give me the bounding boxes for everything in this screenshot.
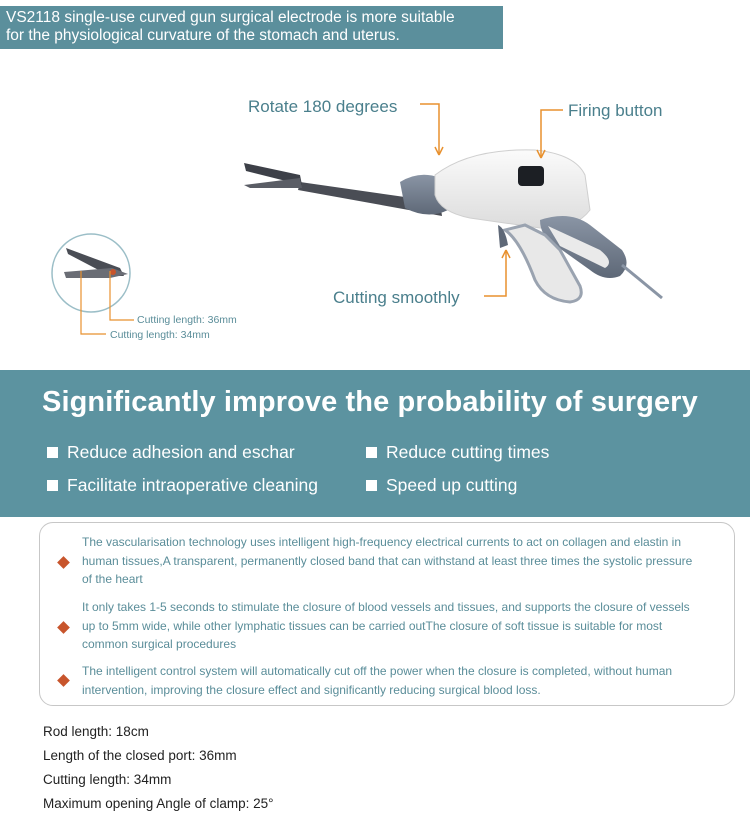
description-text: It only takes 1-5 seconds to stimulate the closure of blood vessels and tissues, and supports the closure of vessels up to 5mm wide, while other lymphatic tissues can be carried outThe closure of soft tissue is suitable for most common surgical procedures [82,600,690,651]
callout-cutting: Cutting smoothly [333,288,460,307]
feature-item-label: Reduce adhesion and eschar [67,442,295,462]
detail-pivot-marker [110,269,116,275]
diamond-bullet-icon [57,556,70,569]
jaw-lower [244,178,302,188]
description-text: The vascularisation technology uses intelligent high-frequency electrical currents to act on collagen and elastin in human tissues,A transparent, permanently closed band that can withstand at least three times the systolic pressure of the heart [82,535,693,586]
power-cable [622,265,662,298]
square-bullet-icon [47,480,58,491]
callout-rotate: Rotate 180 degrees [248,97,398,116]
banner-line-1: VS2118 single-use curved gun surgical electrode is more suitable [6,9,455,26]
feature-title: Significantly improve the probability of surgery [42,386,698,418]
feature-item-label: Reduce cutting times [386,442,550,462]
product-illustration-area [0,50,750,370]
description-box [39,522,735,706]
feature-item [366,475,517,496]
square-bullet-icon [366,480,377,491]
feature-item [47,442,295,463]
firing-button [518,166,544,186]
feature-item-label: Speed up cutting [386,475,518,495]
feature-item [47,475,318,496]
feature-item [366,442,549,463]
spec-list [43,720,274,816]
diamond-bullet-icon [57,674,70,687]
feature-item-label: Facilitate intraoperative cleaning [67,475,318,495]
callout-firing-button: Firing button [568,101,663,120]
square-bullet-icon [47,447,58,458]
spec-closed-port-length: Length of the closed port: 36mm [43,748,237,763]
banner-line-2: for the physiological curvature of the stomach and uterus. [6,27,400,44]
diamond-bullet-icon [57,621,70,634]
square-bullet-icon [366,447,377,458]
spec-cutting-length: Cutting length: 34mm [43,772,172,787]
description-text: The intelligent control system will automatically cut off the power when the closure is completed, without human intervention, improving the closure effect and significantly reducing surgical blood loss. [82,664,673,697]
callout-cutting-length-36: Cutting length: 36mm [137,314,237,326]
callout-cutting-length-34: Cutting length: 34mm [110,329,210,341]
spec-max-opening-angle: Maximum opening Angle of clamp: 25° [43,796,274,811]
rotate-leader-line [420,104,439,155]
feature-band [0,370,750,517]
spec-rod-length: Rod length: 18cm [43,724,149,739]
top-banner [0,6,503,49]
